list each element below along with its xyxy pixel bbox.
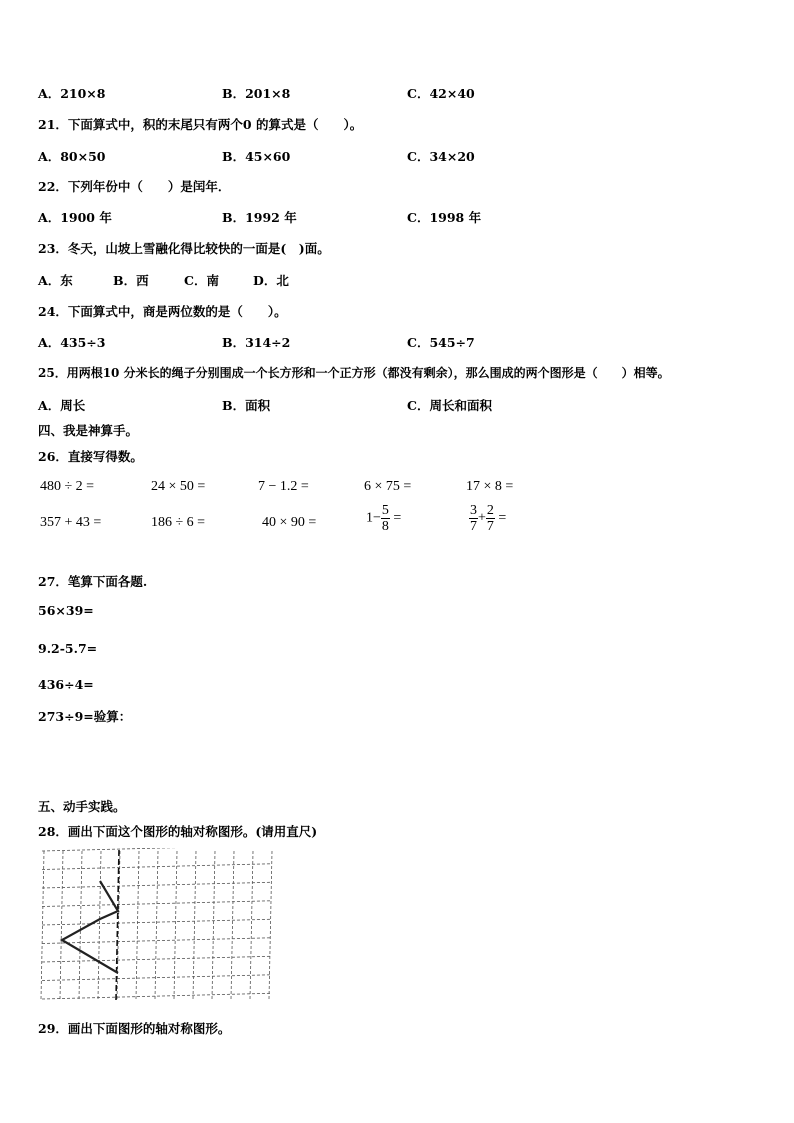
q27-item-4: 273÷9=验算： [38, 709, 132, 724]
given-shape [62, 881, 118, 973]
grid-line-horizontal [42, 901, 271, 907]
section-4-heading: 四、我是神算手。 [38, 423, 139, 438]
q23-stem: 23．冬天，山坡上雪融化得比较快的一面是( )面。 [38, 241, 330, 256]
q22-option-c: C．1998 年 [407, 210, 482, 225]
q22-option-b: B．1992 年 [222, 210, 297, 225]
q26-fraction-expr-1 [366, 503, 401, 534]
q25-option-c: C．周长和面积 [407, 398, 492, 413]
q21-stem: 21．下面算式中，积的末尾只有两个0 的算式是（ ）。 [38, 117, 363, 132]
q27-item-1: 56×39= [38, 603, 94, 618]
q21-option-a: A．80×50 [38, 149, 106, 164]
q26-expr-7: 186 ÷ 6 = [151, 515, 206, 530]
q25-option-b: B．面积 [222, 398, 271, 413]
grid-line-vertical [250, 851, 253, 999]
q26-frac1-numerator: 5 [381, 503, 389, 518]
grid-line-vertical [136, 851, 139, 999]
q26-frac1-whole: 1− [366, 510, 381, 526]
grid-line-horizontal [42, 848, 271, 851]
q24-option-b: B．314÷2 [222, 335, 291, 350]
q23-option-d: D．北 [253, 273, 289, 288]
q27-item-2: 9.2-5.7= [38, 641, 98, 656]
q20-option-b: B．201×8 [222, 86, 291, 101]
q24-option-a: A．435÷3 [38, 335, 106, 350]
grid-line-vertical [155, 851, 158, 999]
q27-item-3: 436÷4= [38, 677, 94, 692]
grid-line-horizontal [42, 882, 271, 888]
grid-line-vertical [98, 851, 101, 999]
section-5-heading: 五、动手实践。 [38, 799, 126, 814]
q26-fraction-expr-2 [469, 503, 506, 534]
q26-frac2-second [486, 503, 495, 534]
q28-grid-figure [38, 848, 276, 1008]
grid-line-horizontal [42, 864, 271, 870]
dashed-grid [41, 848, 272, 999]
q26-frac1-denominator: 8 [381, 519, 389, 534]
q23-option-b: B．西 [113, 273, 149, 288]
q26-frac2-first [469, 503, 478, 534]
q26-stem: 26．直接写得数。 [38, 449, 143, 464]
q26-expr-8: 40 × 90 = [262, 515, 317, 530]
grid-line-vertical [60, 851, 63, 999]
grid-line-vertical [212, 851, 215, 999]
q23-option-c: C．南 [184, 273, 219, 288]
grid-line-vertical [79, 851, 82, 999]
q26-frac1-fraction [381, 503, 390, 534]
grid-line-vertical [269, 851, 272, 999]
q23-option-a: A．东 [38, 273, 73, 288]
grid-line-vertical [231, 851, 234, 999]
q26-expr-2: 24 × 50 = [151, 479, 206, 494]
q26-expr-4: 6 × 75 = [364, 479, 412, 494]
q27-stem: 27．笔算下面各题. [38, 574, 148, 589]
q26-frac2-num2: 2 [486, 503, 494, 518]
q26-frac2-den1: 7 [470, 519, 477, 534]
q26-frac2-op: + [478, 510, 486, 526]
grid-line-horizontal [42, 956, 271, 962]
q24-option-c: C．545÷7 [407, 335, 475, 350]
q20-option-c: C．42×40 [407, 86, 475, 101]
q26-frac2-equals: = [498, 510, 507, 526]
q20-option-a: A．210×8 [38, 86, 106, 101]
q26-expr-3: 7 − 1.2 = [258, 479, 309, 494]
q28-stem: 28．画出下面这个图形的轴对称图形。(请用直尺) [38, 824, 318, 839]
grid-line-vertical [174, 851, 177, 999]
q21-option-c: C．34×20 [407, 149, 475, 164]
grid-line-horizontal [42, 993, 271, 999]
q25-stem: 25．用两根10 分米长的绳子分别围成一个长方形和一个正方形（都没有剩余），那么围成的两个图形是（ ）相等。 [38, 366, 670, 380]
q26-frac2-num1: 3 [470, 503, 477, 518]
q22-option-a: A．1900 年 [38, 210, 112, 225]
q26-frac2-den2: 7 [486, 519, 494, 534]
q29-stem: 29．画出下面图形的轴对称图形。 [38, 1021, 231, 1036]
q26-expr-5: 17 × 8 = [466, 479, 514, 494]
q22-stem: 22．下列年份中（ ）是闰年． [38, 179, 231, 194]
q24-stem: 24．下面算式中，商是两位数的是（ ）。 [38, 304, 287, 319]
q26-expr-6: 357 + 43 = [40, 515, 102, 530]
grid-line-horizontal [42, 975, 271, 981]
q26-expr-1: 480 ÷ 2 = [40, 479, 95, 494]
q21-option-b: B．45×60 [222, 149, 291, 164]
q26-frac1-equals: = [393, 510, 402, 526]
q25-option-a: A．周长 [38, 398, 86, 413]
